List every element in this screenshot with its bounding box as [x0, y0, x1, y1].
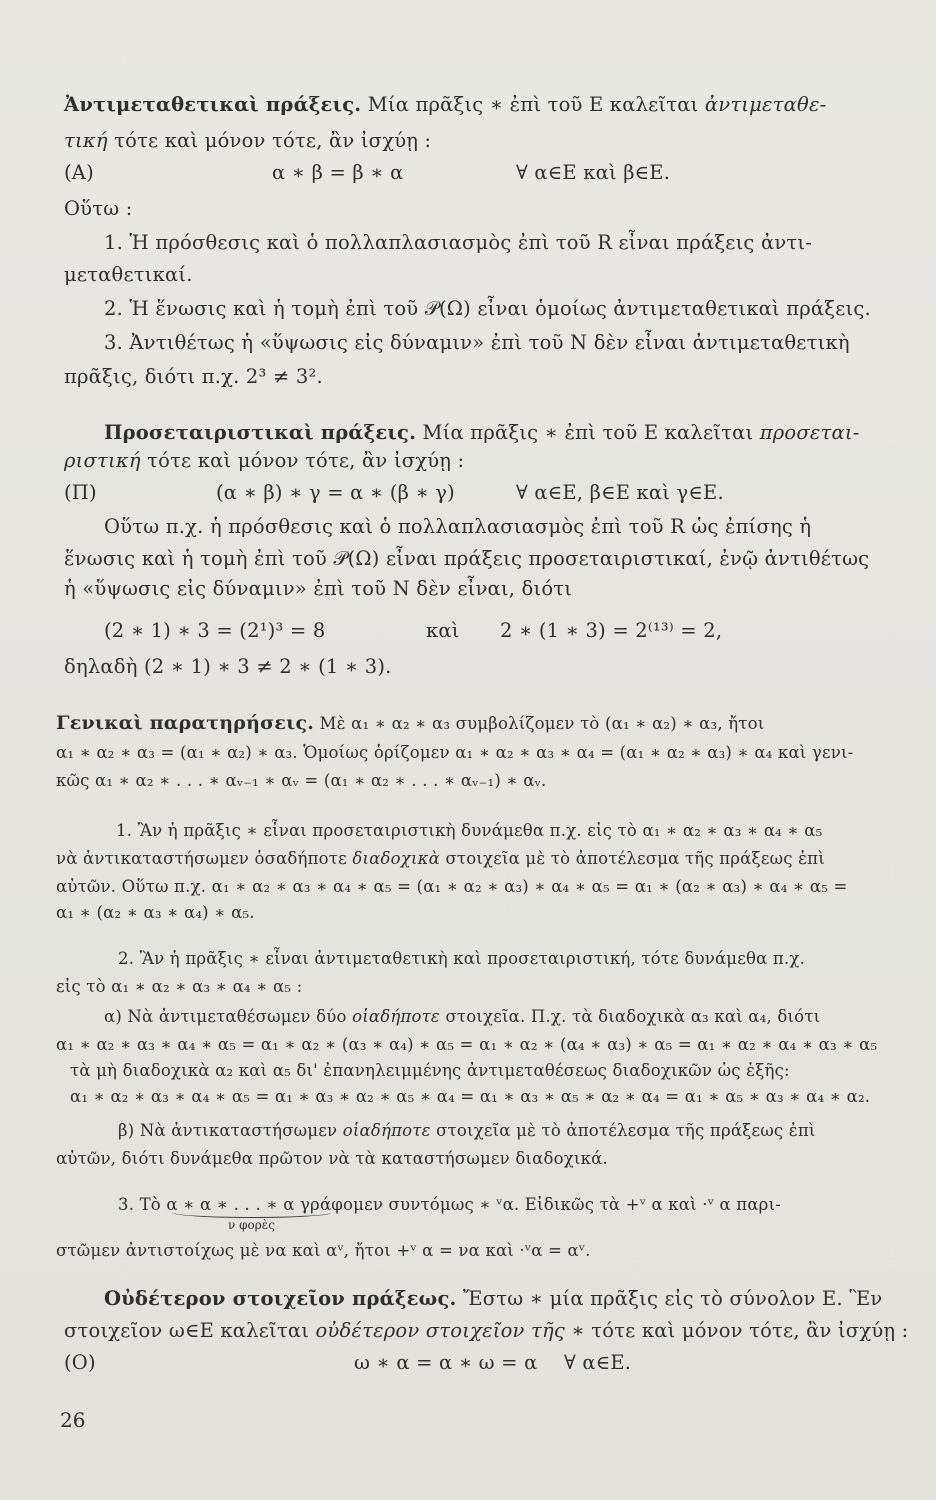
quantifier-A: ∀ α∈Ε καὶ β∈Ε.	[516, 161, 671, 184]
page-number: 26	[60, 1408, 86, 1432]
associative-text-1: Οὕτω π.χ. ἡ πρόσθεσις καὶ ὁ πολλαπλασιασμὸς ἐπὶ τοῦ R ὡς ἐπίσης ἡ	[104, 515, 812, 538]
associative-term-b: ριστική	[64, 449, 141, 472]
associative-text-3: ἡ «ὕψωσις εἰς δύναμιν» ἐπὶ τοῦ Ν δὲν εἶναι, διότι	[64, 577, 573, 600]
neutral-intro: Ἔστω ∗ μία πρᾶξις εἰς τὸ σύνολον Ε. Ἓν	[462, 1287, 883, 1310]
label-O: (Ο)	[64, 1351, 96, 1374]
remark-2-alpha-term: οἱαδήποτε	[352, 1007, 440, 1026]
remark-2-line-g	[118, 1118, 936, 1144]
associative-term-a: προσεται-	[759, 421, 860, 444]
remark-2-beta-text-b: στοιχεῖα μὲ τὸ ἀποτέλεσμα τῆς πράξεως ἐπὶ	[436, 1121, 816, 1140]
commutative-line-2	[64, 128, 894, 154]
commutative-houto: Οὕτω :	[64, 197, 133, 220]
commutative-term-a: ἀντιμεταθε-	[704, 93, 827, 116]
formula-A: α ∗ β = β ∗ α	[272, 161, 404, 184]
remark-1-line-a: 1. Ἂν ἡ πρᾶξις ∗ εἶναι προσεταιριστικὴ δυνάμεθα π.χ. εἰς τὸ α₁ ∗ α₂ ∗ α₃ ∗ α₄ ∗ α₅	[116, 821, 823, 840]
remark-1-term: διαδοχικὰ	[352, 849, 440, 868]
remark-2-beta-term: οἱαδήποτε	[342, 1121, 431, 1140]
label-A: (Α)	[64, 161, 94, 184]
quantifier-P: ∀ α∈Ε, β∈Ε καὶ γ∈Ε.	[516, 481, 724, 504]
formula-O: ω ∗ α = α ∗ ω = α	[354, 1351, 538, 1374]
commutative-term-b: τική	[64, 129, 108, 152]
neutral-heading: Οὐδέτερον στοιχεῖον πράξεως.	[104, 1287, 457, 1310]
commutative-example-2: 2. Ἡ ἕνωσις καὶ ἡ τομὴ ἐπὶ τοῦ 𝒫(Ω) εἶναι ὁμοίως ἀντιμεταθετικαὶ πράξεις.	[104, 297, 871, 320]
underbrace-label: ν φορὲς	[228, 1218, 275, 1232]
neutral-line-1	[104, 1286, 934, 1312]
neutral-text-a: στοιχεῖον ω∈Ε καλεῖται	[64, 1319, 310, 1342]
commutative-line-1	[64, 92, 894, 118]
remark-2-line-c	[104, 1004, 936, 1030]
associative-definition	[64, 480, 894, 506]
commutative-example-1a: 1. Ἡ πρόσθεσις καὶ ὁ πολλαπλασιασμὸς ἐπὶ τοῦ R εἶναι πράξεις ἀντι-	[104, 231, 812, 254]
general-line-2: α₁ ∗ α₂ ∗ α₃ = (α₁ ∗ α₂) ∗ α₃. Ὁμοίως ὁρίζομεν α₁ ∗ α₂ ∗ α₃ ∗ α₄ = (α₁ ∗ α₂ ∗ α₃) ∗ α₄ καὶ γενι-	[56, 743, 854, 762]
formula-P: (α ∗ β) ∗ γ = α ∗ (β ∗ γ)	[216, 481, 455, 504]
remark-2-line-f: α₁ ∗ α₂ ∗ α₃ ∗ α₄ ∗ α₅ = α₁ ∗ α₃ ∗ α₂ ∗ α₅ ∗ α₄ = α₁ ∗ α₃ ∗ α₅ ∗ α₂ ∗ α₄ = α₁ ∗ α₅ ∗ α₃ ∗ α₄ ∗ α₂.	[70, 1087, 871, 1106]
remark-3-line-a: 3. Τὸ α ∗ α ∗ . . . ∗ α γράφομεν συντόμως ∗ ᵛα. Εἰδικῶς τὰ +ᵛ α καὶ ·ᵛ α παρι-	[118, 1195, 782, 1214]
general-heading: Γενικαὶ παρατηρήσεις.	[56, 712, 315, 734]
commutative-example-3b: πρᾶξις, διότι π.χ. 2³ ≠ 3².	[64, 365, 323, 388]
neutral-line-2	[64, 1318, 909, 1344]
neutral-definition	[64, 1350, 894, 1376]
general-line-3: κῶς α₁ ∗ α₂ ∗ . . . ∗ αᵥ₋₁ ∗ αᵥ = (α₁ ∗ α₂ ∗ . . . ∗ αᵥ₋₁) ∗ αᵥ.	[56, 771, 547, 790]
remark-1-line-c: αὐτῶν. Οὕτω π.χ. α₁ ∗ α₂ ∗ α₃ ∗ α₄ ∗ α₅ = (α₁ ∗ α₂ ∗ α₃) ∗ α₄ ∗ α₅ = α₁ ∗ (α₂ ∗ α₃) ∗ α₄ ∗ α₅ =	[56, 877, 848, 896]
commutative-example-1b: μεταθετικαί.	[64, 263, 193, 286]
associative-equation-left: (2 ∗ 1) ∗ 3 = (2¹)³ = 8	[104, 619, 326, 642]
label-P: (Π)	[64, 481, 97, 504]
remark-1-line-b	[56, 846, 906, 872]
general-line-1	[56, 710, 906, 737]
associative-line-2	[64, 448, 894, 474]
general-intro: Μὲ α₁ ∗ α₂ ∗ α₃ συμβολίζομεν τὸ (α₁ ∗ α₂) ∗ α₃, ἤτοι	[319, 714, 765, 733]
remark-2-alpha-text-b: στοιχεῖα. Π.χ. τὰ διαδοχικὰ α₃ καὶ α₄, διότι	[445, 1007, 821, 1026]
remark-2-line-b: εἰς τὸ α₁ ∗ α₂ ∗ α₃ ∗ α₄ ∗ α₅ :	[56, 977, 303, 996]
remark-2-beta-text-a: β) Νὰ ἀντικαταστήσωμεν	[118, 1121, 338, 1140]
remark-1-text-b: στοιχεῖα μὲ τὸ ἀποτέλεσμα τῆς πράξεως ἐπὶ	[445, 849, 825, 868]
associative-heading: Προσεταιριστικαὶ πράξεις.	[104, 421, 417, 444]
commutative-condition: τότε καὶ μόνον τότε, ἂν ἰσχύῃ :	[114, 129, 432, 152]
commutative-definition	[64, 160, 894, 186]
underbrace	[172, 1207, 332, 1218]
associative-equation	[104, 618, 934, 644]
remark-2-line-a: 2. Ἂν ἡ πρᾶξις ∗ εἶναι ἀντιμεταθετικὴ καὶ προσεταιριστική, τότε δυνάμεθα π.χ.	[118, 949, 806, 968]
associative-condition: τότε καὶ μόνον τότε, ἂν ἰσχύῃ :	[147, 449, 465, 472]
remark-1-line-d: α₁ ∗ (α₂ ∗ α₃ ∗ α₄) ∗ α₅.	[56, 903, 255, 922]
remark-2-line-h: αὐτῶν, διότι δυνάμεθα πρῶτον νὰ τὰ καταστήσωμεν διαδοχικά.	[56, 1149, 608, 1168]
associative-line-1	[104, 420, 934, 446]
neutral-term: οὐδέτερον στοιχεῖον τῆς ∗	[315, 1319, 585, 1342]
commutative-example-3a: 3. Ἀντιθέτως ἡ «ὕψωσις εἰς δύναμιν» ἐπὶ τοῦ Ν δὲν εἶναι ἀντιμεταθετικὴ	[104, 331, 850, 354]
associative-equation-kai: καὶ	[426, 619, 460, 642]
associative-equation-right: 2 ∗ (1 ∗ 3) = 2⁽¹³⁾ = 2,	[500, 619, 723, 642]
commutative-intro: Μία πρᾶξις ∗ ἐπὶ τοῦ Ε καλεῖται	[367, 93, 699, 116]
remark-2-alpha-text-a: α) Νὰ ἀντιμεταθέσωμεν δύο	[104, 1007, 347, 1026]
remark-2-line-e: τὰ μὴ διαδοχικὰ α₂ καὶ α₅ δι' ἐπανηλειμμένης ἀντιμεταθέσεως διαδοχικῶν ὡς ἑξῆς:	[70, 1061, 790, 1080]
associative-text-2: ἕνωσις καὶ ἡ τομὴ ἐπὶ τοῦ 𝒫(Ω) εἶναι πράξεις προσεταιριστικαί, ἐνῷ ἀντιθέτως	[64, 547, 870, 570]
commutative-heading: Ἀντιμεταθετικαὶ πράξεις.	[64, 93, 362, 116]
neutral-text-b: τότε καὶ μόνον τότε, ἂν ἰσχύῃ :	[591, 1319, 909, 1342]
remark-3-line-b: στῶμεν ἀντιστοίχως μὲ να καὶ αᵛ, ἤτοι +ᵛ α = να καὶ ·ᵛα = αᵛ.	[56, 1241, 591, 1260]
remark-2-line-d: α₁ ∗ α₂ ∗ α₃ ∗ α₄ ∗ α₅ = α₁ ∗ α₂ ∗ (α₃ ∗ α₄) ∗ α₅ = α₁ ∗ α₂ ∗ (α₄ ∗ α₃) ∗ α₅ = α₁ ∗ α₂ ∗ α₄ ∗ α₃ ∗ α₅	[56, 1035, 878, 1054]
associative-intro: Μία πρᾶξις ∗ ἐπὶ τοῦ Ε καλεῖται	[422, 421, 754, 444]
remark-1-text-a: νὰ ἀντικαταστήσωμεν ὁσαδήποτε	[56, 849, 347, 868]
quantifier-O: ∀ α∈Ε.	[564, 1351, 632, 1374]
associative-text-4: δηλαδὴ (2 ∗ 1) ∗ 3 ≠ 2 ∗ (1 ∗ 3).	[64, 655, 392, 678]
